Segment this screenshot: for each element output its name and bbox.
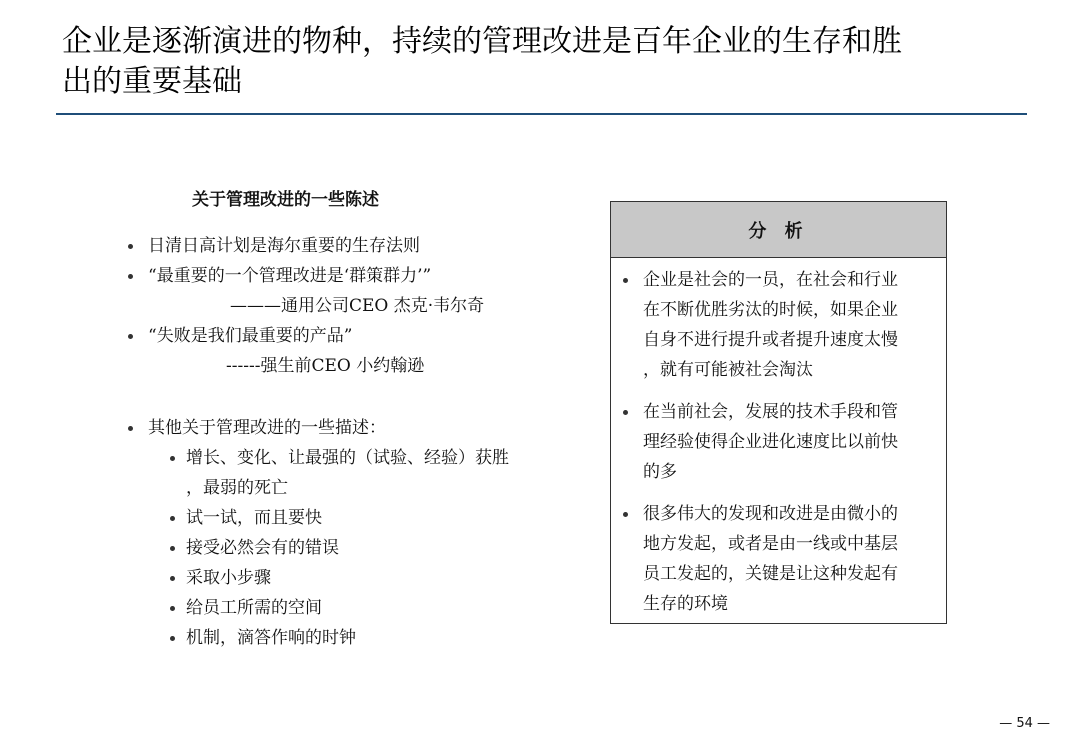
statement-item: “最重要的一个管理改进是‘群策群力’” xyxy=(148,266,432,286)
analysis-line: 理经验使得企业进化速度比以前快 xyxy=(643,432,898,452)
sub-item: 机制，滴答作响的时钟 xyxy=(186,628,356,648)
analysis-line: 自身不进行提升或者提升速度太慢 xyxy=(643,330,898,350)
bullet-icon xyxy=(128,244,133,249)
sub-bullet-icon xyxy=(170,636,175,641)
analysis-line: 生存的环境 xyxy=(643,594,728,614)
statement-item: 其他关于管理改进的一些描述： xyxy=(148,418,386,438)
sub-bullet-icon xyxy=(170,606,175,611)
analysis-line: 企业是社会的一员，在社会和行业 xyxy=(643,270,898,290)
statement-attribution: ———通用公司CEO 杰克·韦尔奇 xyxy=(230,296,485,316)
bullet-icon xyxy=(623,512,628,517)
analysis-line: 员工发起的，关键是让这种发起有 xyxy=(643,564,898,584)
statement-attribution: ------强生前CEO 小约翰逊 xyxy=(226,356,425,376)
sub-bullet-icon xyxy=(170,516,175,521)
bullet-icon xyxy=(128,334,133,339)
page-title-line-1: 企业是逐渐演进的物种，持续的管理改进是百年企业的生存和胜 xyxy=(62,24,902,59)
analysis-header: 分 析 xyxy=(611,202,946,258)
analysis-line: 的多 xyxy=(643,462,677,482)
analysis-line: ，就有可能被社会淘汰 xyxy=(643,360,813,380)
sub-item: 试一试，而且要快 xyxy=(186,508,322,528)
sub-item: 增长、变化、让最强的（试验、经验）获胜 xyxy=(186,448,509,468)
bullet-icon xyxy=(128,274,133,279)
sub-item: 给员工所需的空间 xyxy=(186,598,322,618)
analysis-line: 地方发起，或者是由一线或中基层 xyxy=(643,534,898,554)
page-title-line-2: 出的重要基础 xyxy=(62,64,242,99)
statements-heading: 关于管理改进的一些陈述 xyxy=(192,190,379,210)
statement-item: “失败是我们最重要的产品” xyxy=(148,326,353,346)
analysis-box xyxy=(610,201,947,624)
sub-item: 采取小步骤 xyxy=(186,568,271,588)
page-number: — 54 — xyxy=(999,716,1050,731)
sub-bullet-icon xyxy=(170,576,175,581)
bullet-icon xyxy=(623,410,628,415)
sub-bullet-icon xyxy=(170,546,175,551)
analysis-line: 很多伟大的发现和改进是由微小的 xyxy=(643,504,898,524)
sub-bullet-icon xyxy=(170,456,175,461)
sub-item-continuation: ，最弱的死亡 xyxy=(186,478,288,498)
statement-item: 日清日高计划是海尔重要的生存法则 xyxy=(148,236,420,256)
analysis-line: 在不断优胜劣汰的时候，如果企业 xyxy=(643,300,898,320)
bullet-icon xyxy=(128,426,133,431)
title-divider xyxy=(56,113,1027,115)
analysis-line: 在当前社会，发展的技术手段和管 xyxy=(643,402,898,422)
bullet-icon xyxy=(623,278,628,283)
sub-item: 接受必然会有的错误 xyxy=(186,538,339,558)
page-title xyxy=(62,22,1022,102)
